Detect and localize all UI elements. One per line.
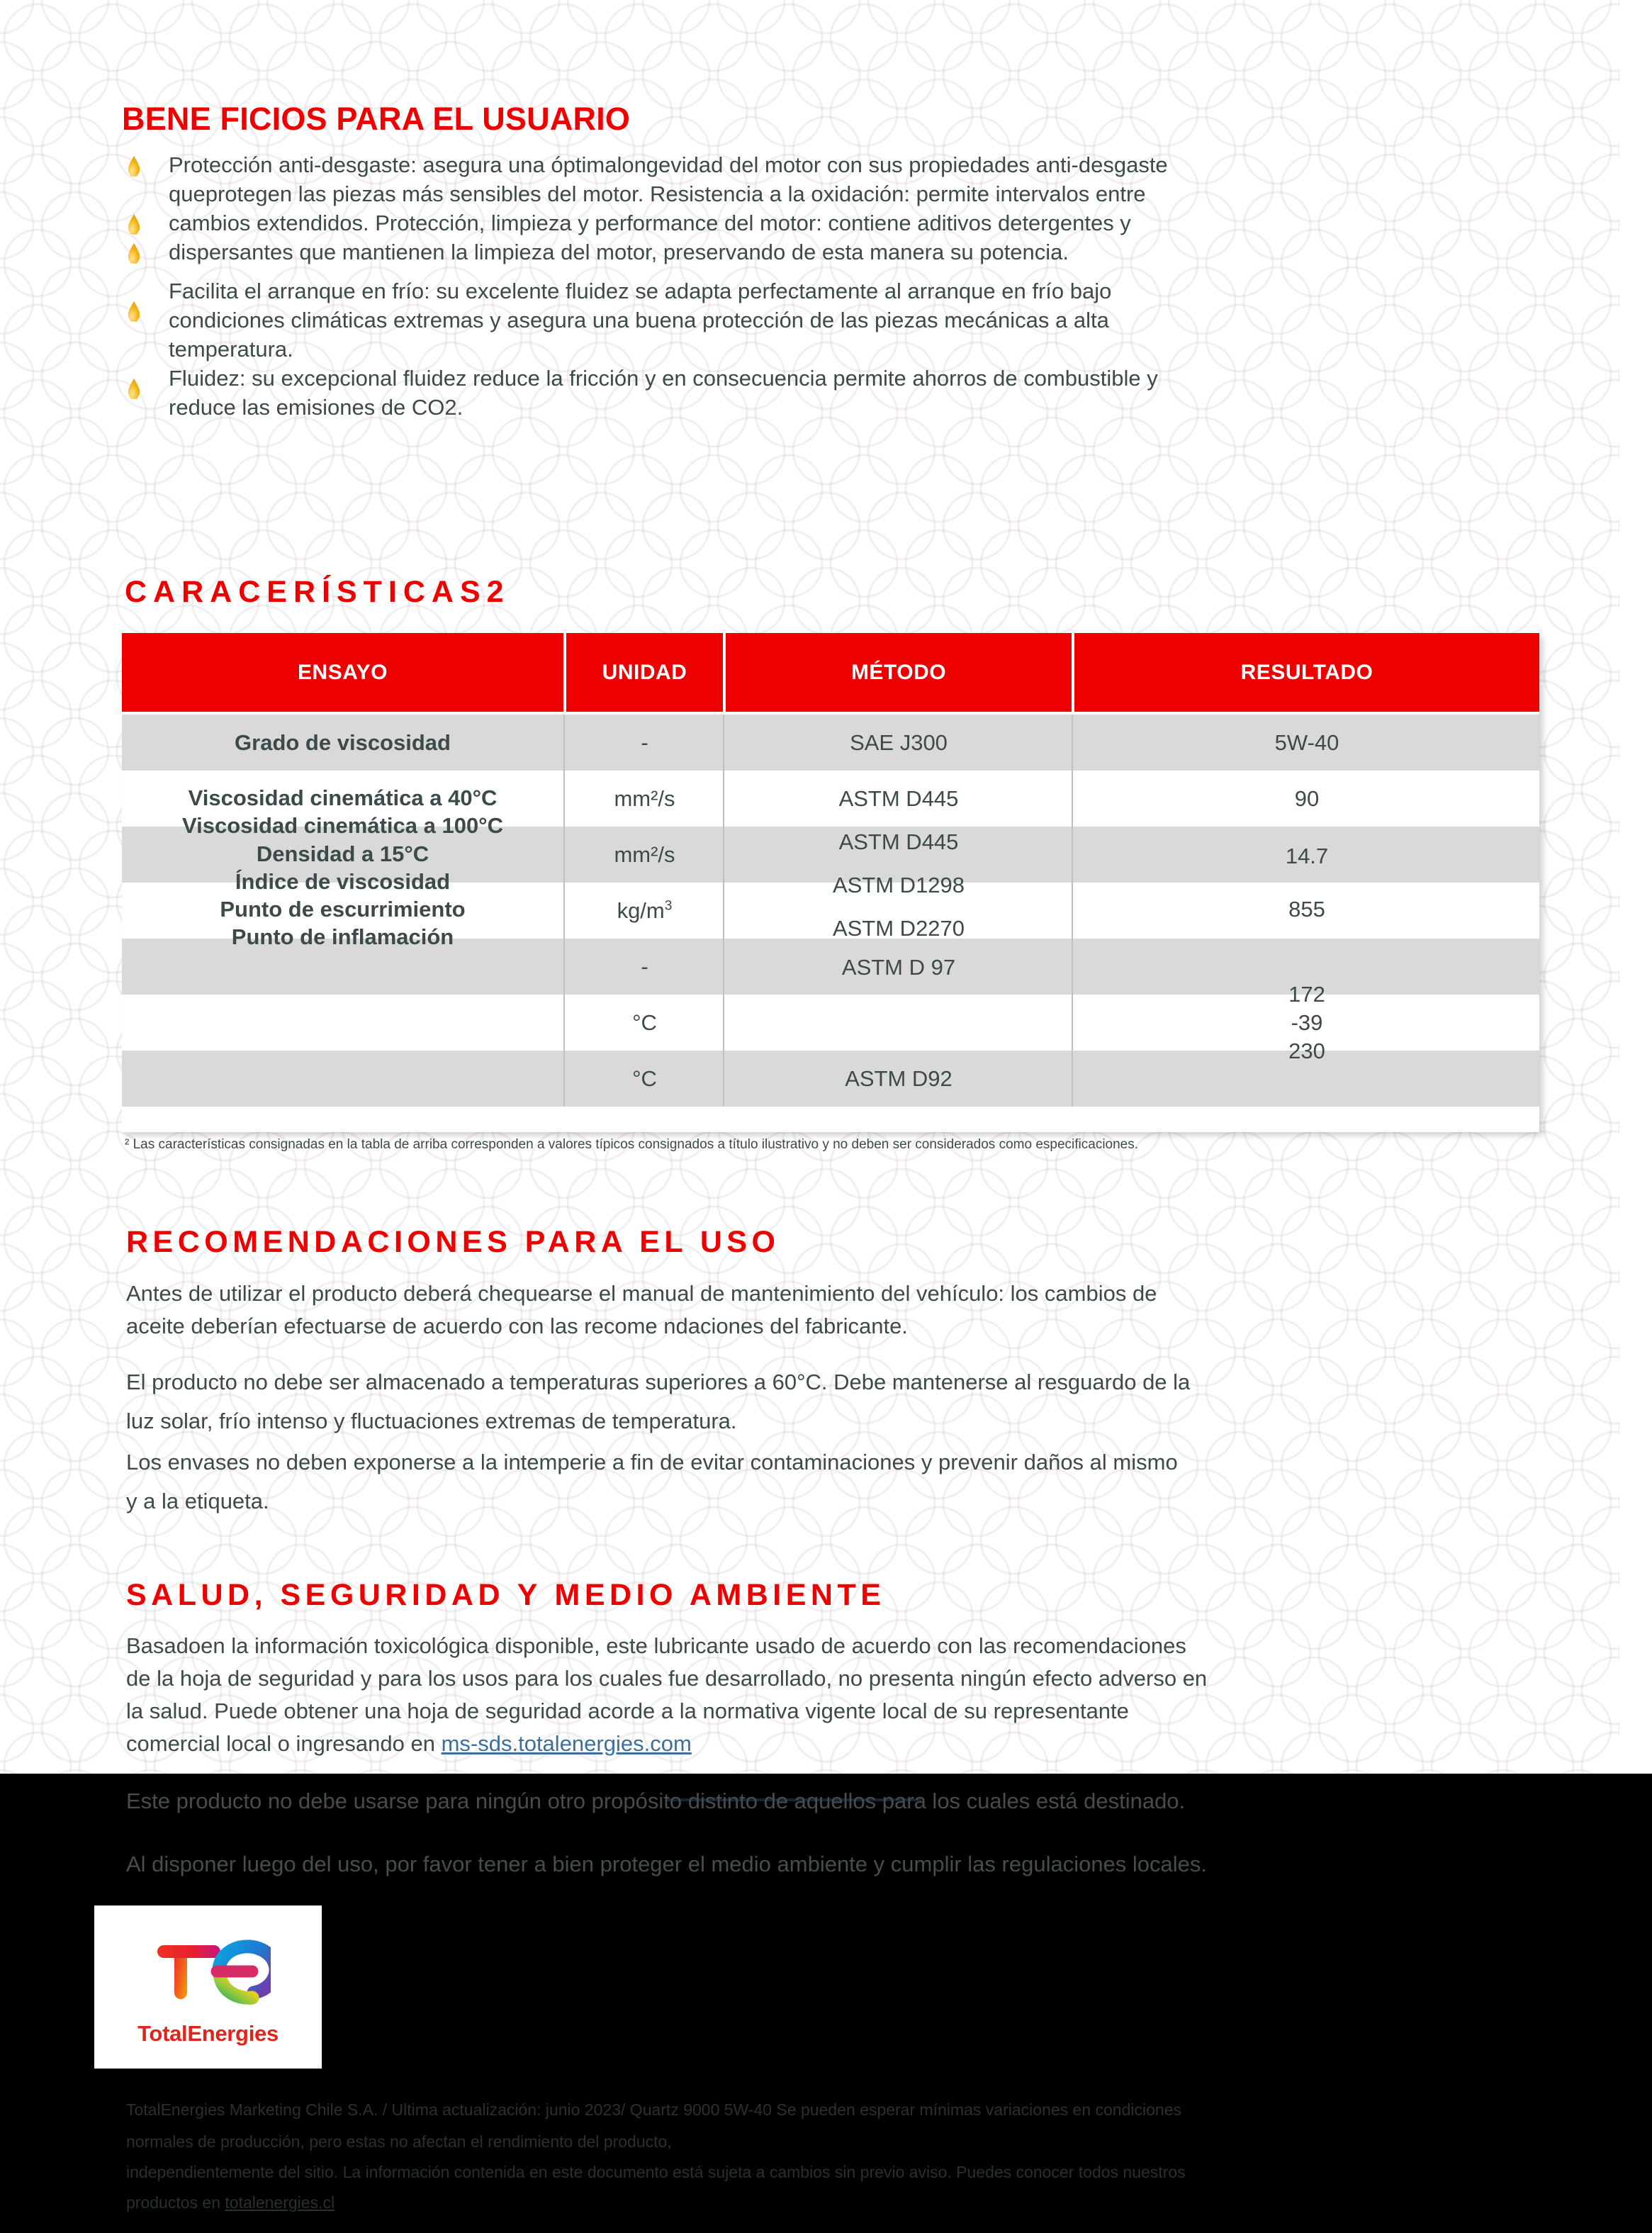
benefit-line: Facilita el arranque en frío: su excelente fluidez se adapta perfectamente al arranque en frío bajo: [169, 279, 1112, 303]
table-cell-unidad: -: [641, 729, 648, 755]
footer-legal-line: [126, 2188, 1565, 2217]
logo-wordmark: TotalEnergies: [137, 2021, 279, 2046]
health-line: Basadoen la información toxicológica disponible, este lubricante usado de acuerdo con las recomendaciones: [126, 1633, 1186, 1658]
table-divider: [563, 771, 565, 827]
recommendation-line: y a la etiqueta.: [126, 1489, 269, 1513]
totalenergies-site-link[interactable]: totalenergies.cl: [225, 2193, 335, 2212]
table-cell-resultado: 90: [1294, 785, 1320, 811]
totalenergies-mark-icon: [146, 1927, 271, 2018]
table-divider: [1072, 883, 1073, 939]
table-cell-metodo: ASTM D1298: [832, 872, 965, 897]
table-divider: [723, 1051, 724, 1107]
table-divider: [1072, 827, 1073, 883]
table-cell-resultado: 14.7: [1285, 843, 1329, 868]
table-cell-resultado: 172: [1288, 981, 1325, 1007]
table-cell-ensayo: Grado de viscosidad: [235, 729, 451, 755]
table-header-ensayo: ENSAYO: [122, 633, 563, 712]
recommendation-line: Los envases no deben exponerse a la intemperie a fin de evitar contaminaciones y prevenir daños al mismo: [126, 1450, 1178, 1474]
table-divider: [563, 939, 565, 995]
health-link-prefix: comercial local o ingresando en: [126, 1731, 442, 1756]
table-cell-metodo: ASTM D445: [838, 829, 959, 854]
footer-legal-line: TotalEnergies Marketing Chile S.A. / Ultima actualización: junio 2023/ Quartz 9000 5W-40 Se pueden esperar mínimas variaciones en condiciones: [126, 2100, 1181, 2119]
table-header-resultado: RESULTADO: [1074, 633, 1539, 712]
benefit-line: condiciones climáticas extremas y asegura una buena protección de las piezas mecánicas a alta: [169, 308, 1109, 332]
table-cell-ensayo: Viscosidad cinemática a 40°C: [188, 785, 498, 810]
table-cell-metodo: ASTM D445: [838, 785, 959, 811]
table-cell-unidad: mm²/s: [614, 785, 675, 811]
sds-link[interactable]: ms-sds.totalenergies.com: [441, 1731, 692, 1756]
table-cell-unidad: °C: [632, 1065, 657, 1091]
table-divider: [1072, 771, 1073, 827]
footer-products-prefix: productos en: [126, 2193, 225, 2212]
table-cell-ensayo: Punto de escurrimiento: [220, 896, 466, 922]
benefit-line: cambios extendidos. Protección, limpieza y performance del motor: contiene aditivos detergentes y: [169, 211, 1131, 235]
table-cell-ensayo: Punto de inflamación: [231, 924, 454, 949]
table-cell-ensayo: Viscosidad cinemática a 100°C: [182, 812, 503, 838]
recommendation-line: Antes de utilizar el producto deberá chequearse el manual de mantenimiento del vehículo: los cambios de: [126, 1281, 1157, 1306]
table-cell-resultado: 230: [1288, 1038, 1325, 1063]
section-heading-caracteristicas: CARACERÍSTICAS2: [125, 575, 510, 609]
benefit-line: queprotegen las piezas más sensibles del motor. Resistencia a la oxidación: permite intervalos entre: [169, 181, 1146, 206]
section-heading-recomendaciones: RECOMENDACIONES PARA EL USO: [126, 1225, 780, 1259]
table-header-metodo: MÉTODO: [726, 633, 1072, 712]
table-cell-resultado: -39: [1291, 1009, 1323, 1035]
table-cell-unidad: -: [641, 953, 648, 979]
table-cell-resultado: 5W-40: [1274, 729, 1339, 755]
table-divider: [1072, 1051, 1073, 1107]
table-cell-ensayo: Densidad a 15°C: [256, 841, 429, 866]
table-divider: [723, 827, 724, 883]
table-cell-unidad: °C: [632, 1009, 657, 1035]
table-divider: [563, 995, 565, 1051]
health-line: de la hoja de seguridad y para los usos para los cuales fue desarrollado, no presenta ningún efecto adverso en: [126, 1666, 1208, 1691]
table-divider: [723, 939, 724, 995]
table-cell-unidad: mm²/s: [614, 841, 675, 867]
table-divider: [723, 883, 724, 939]
table-cell-metodo: ASTM D 97: [841, 954, 956, 980]
table-footnote: ² Las características consignadas en la tabla de arriba corresponden a valores típicos consignados a título ilustrativo y no deben ser considerados como especificaciones.: [125, 1137, 1139, 1152]
recommendation-line: luz solar, frío intenso y fluctuaciones extremas de temperatura.: [126, 1409, 737, 1433]
table-cell-ensayo: Índice de viscosidad: [235, 868, 451, 894]
table-cell-metodo: SAE J300: [850, 729, 948, 755]
table-divider: [723, 995, 724, 1051]
table-header-unidad: UNIDAD: [566, 633, 723, 712]
table-divider: [1072, 939, 1073, 995]
table-cell-unidad: $kg/m^3$: [617, 897, 673, 923]
footer-note-line: Este producto no debe usarse para ningún otro propósito distinto de aquellos para los cuales está destinado.: [126, 1789, 1186, 1813]
page-right-margin: [1619, 0, 1652, 1776]
health-link-line: [126, 1724, 1569, 1763]
recommendation-line: El producto no debe ser almacenado a temperaturas superiores a 60°C. Debe mantenerse al resguardo de la: [126, 1370, 1191, 1394]
table-divider: [563, 883, 565, 939]
table-divider: [563, 715, 565, 771]
benefit-line: reduce las emisiones de CO2.: [169, 395, 463, 420]
table-divider: [563, 1051, 565, 1107]
table-divider: [723, 715, 724, 771]
health-line: la salud. Puede obtener una hoja de seguridad acorde a la normativa vigente local de su representante: [126, 1698, 1129, 1723]
characteristics-table: [122, 633, 1539, 1132]
section-heading-beneficios: BENE FICIOS PARA EL USUARIO: [122, 101, 631, 137]
benefit-line: dispersantes que mantienen la limpieza del motor, preservando de esta manera su potencia.: [169, 240, 1069, 264]
table-cell-metodo: ASTM D2270: [832, 915, 965, 941]
totalenergies-logo: [94, 1905, 322, 2069]
footer-note-line: Al disponer luego del uso, por favor tener a bien proteger el medio ambiente y cumplir las regulaciones locales.: [126, 1852, 1208, 1876]
section-heading-salud: SALUD, SEGURIDAD Y MEDIO AMBIENTE: [126, 1578, 886, 1612]
benefit-line: Protección anti-desgaste: asegura una óptimalongevidad del motor con sus propiedades anti-desgaste: [169, 152, 1168, 177]
footer-legal-line: independientemente del sitio. La información contenida en este documento está sujeta a cambios sin previo aviso. Puedes conocer todos nuestros: [126, 2163, 1186, 2181]
footer-legal-line: normales de producción, pero estas no afectan el rendimiento del producto,: [126, 2132, 672, 2151]
table-divider: [723, 771, 724, 827]
recommendation-line: aceite deberían efectuarse de acuerdo con las recome ndaciones del fabricante.: [126, 1314, 908, 1338]
table-divider: [563, 827, 565, 883]
table-cell-metodo: ASTM D92: [845, 1065, 953, 1091]
benefit-line: Fluidez: su excepcional fluidez reduce la fricción y en consecuencia permite ahorros de combustible y: [169, 366, 1158, 391]
table-divider: [1072, 715, 1073, 771]
table-divider: [1072, 995, 1073, 1051]
table-cell-resultado: 855: [1288, 896, 1325, 922]
benefit-line: temperatura.: [169, 337, 293, 362]
